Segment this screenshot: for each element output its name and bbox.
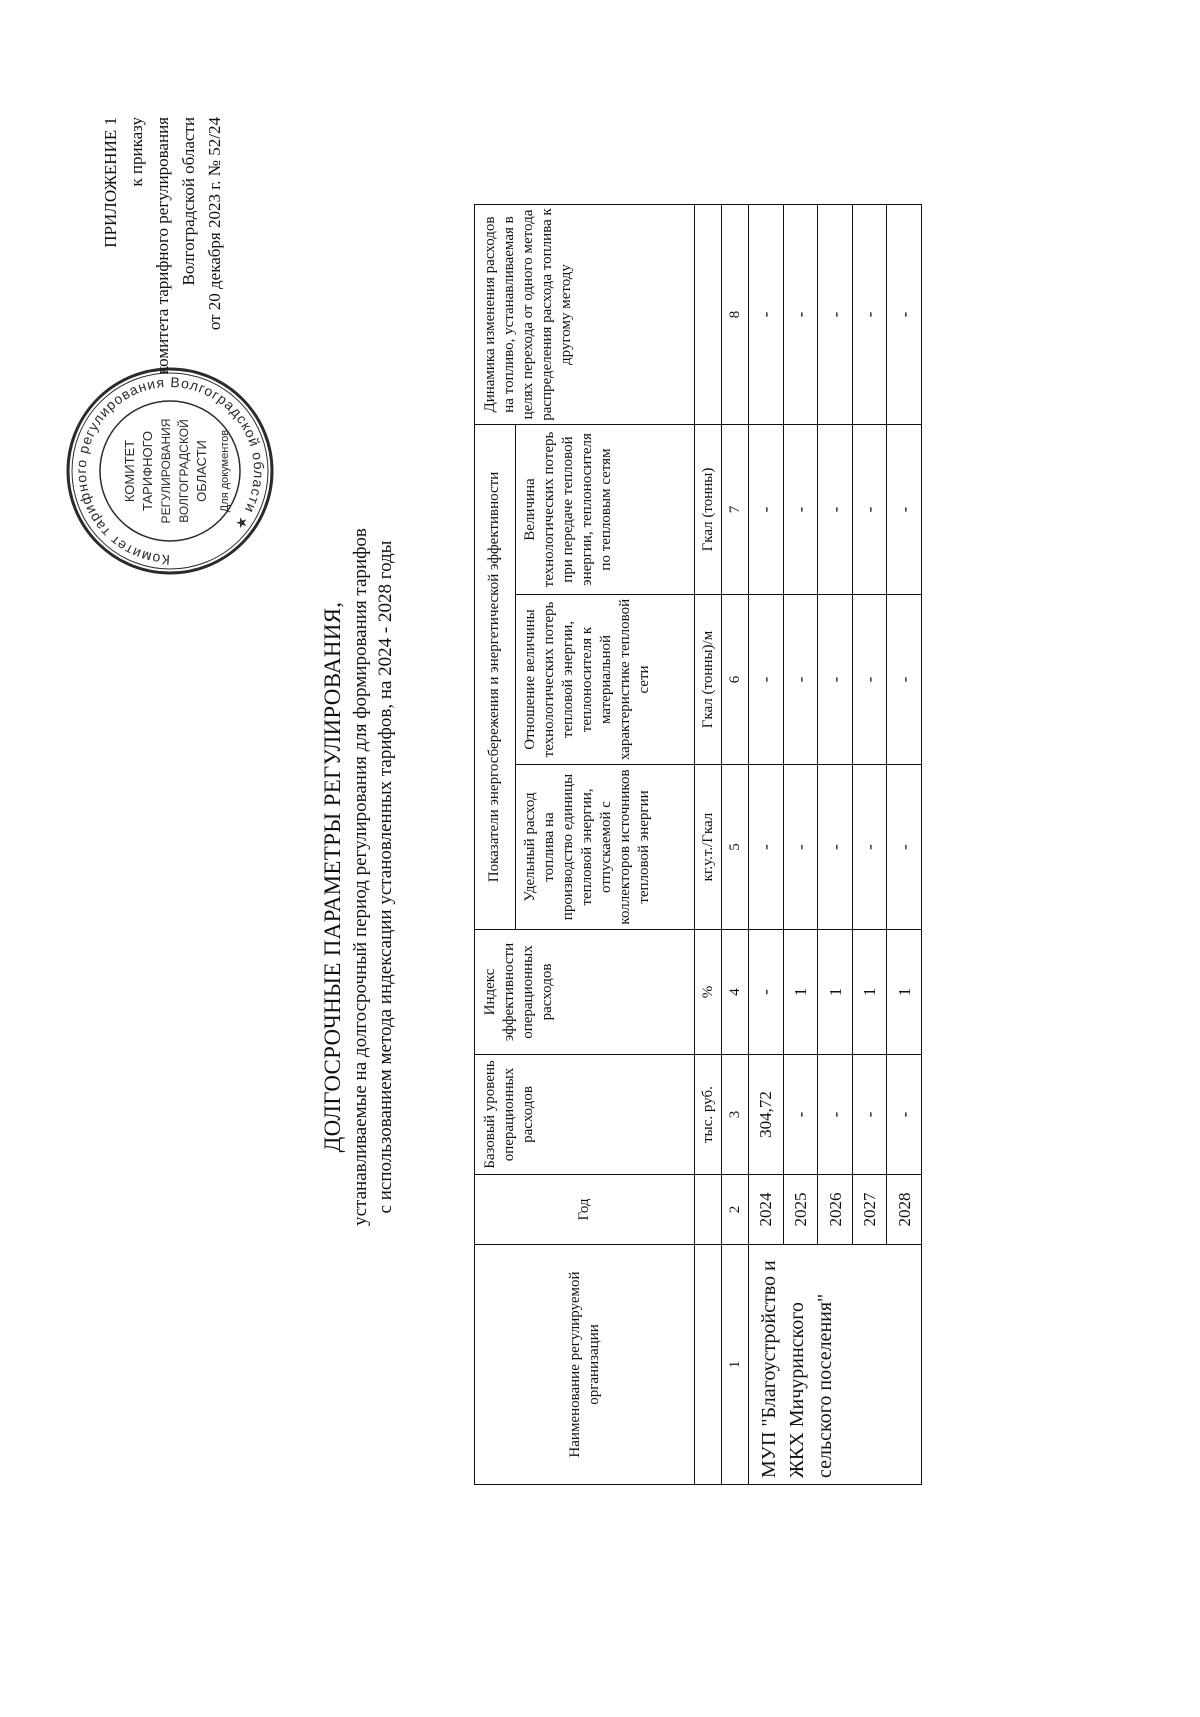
column-number: 4: [722, 930, 749, 1055]
year-cell: 2026: [818, 1175, 853, 1245]
seal-center-line: ТАРИФНОГО: [140, 431, 155, 511]
year-cell: 2028: [887, 1175, 922, 1245]
parameters-table: [474, 204, 922, 1485]
units-cell: Гкал (тонны)/м: [695, 595, 722, 765]
base-cost-cell: 304,72: [749, 1055, 784, 1175]
eff-index-cell: 1: [783, 930, 818, 1055]
appendix-line: к приказу: [127, 117, 146, 187]
organization-name: МУП "Благоустройство и ЖКХ Мичуринского сельского поселения": [749, 1245, 922, 1485]
eff-index-cell: -: [749, 930, 784, 1055]
loss-ratio-cell: -: [749, 595, 784, 765]
appendix-line: комитета тарифного регулирования: [153, 117, 172, 375]
units-cell: Гкал (тонны): [695, 425, 722, 595]
dynamics-cell: -: [783, 205, 818, 425]
header-org: Наименование регулируемой организации: [475, 1245, 695, 1485]
year-cell: 2024: [749, 1175, 784, 1245]
fuel-rate-cell: -: [783, 765, 818, 930]
document-title: [318, 177, 398, 1577]
appendix-label: ПРИЛОЖЕНИЕ 1: [101, 117, 120, 248]
title-subline: устанавливаемые на долгосрочный период регулирования для формирования тарифов: [350, 528, 371, 1226]
seal-center-line: ВОЛГОГРАДСКОЙ: [177, 419, 191, 523]
header-eff-index: Индекс эффективности операционных расходов: [475, 930, 695, 1055]
eff-index-cell: 1: [852, 930, 887, 1055]
header-loss-ratio: Отношение величины технологических потерь тепловой энергии, теплоносителя к материальной характеристике тепловой сети: [515, 595, 694, 765]
column-numbers-row: [722, 205, 749, 1485]
eff-index-cell: 1: [818, 930, 853, 1055]
loss-ratio-cell: -: [852, 595, 887, 765]
dynamics-cell: -: [887, 205, 922, 425]
base-cost-cell: -: [783, 1055, 818, 1175]
year-cell: 2025: [783, 1175, 818, 1245]
eff-index-cell: 1: [887, 930, 922, 1055]
seal-ring-text: Комитет тарифного регулирования Волгоградской области ★: [72, 373, 268, 569]
fuel-rate-cell: -: [887, 765, 922, 930]
units-cell: тыс. руб.: [695, 1055, 722, 1175]
seal-center-line: ОБЛАСТИ: [194, 440, 209, 502]
column-number: 2: [722, 1175, 749, 1245]
header-base-cost: Базовый уровень операционных расходов: [475, 1055, 695, 1175]
appendix-line: Волгоградской области: [179, 117, 198, 286]
fuel-rate-cell: -: [818, 765, 853, 930]
loss-ratio-cell: -: [783, 595, 818, 765]
header-year: Год: [475, 1175, 695, 1245]
loss-ratio-cell: -: [887, 595, 922, 765]
column-number: 8: [722, 205, 749, 425]
appendix-date-number: от 20 декабря 2023 г. № 52/24: [205, 117, 224, 331]
header-loss-value: Величина технологических потерь при передаче тепловой энергии, теплоносителя по тепловым сетям: [515, 425, 694, 595]
loss-value-cell: -: [852, 425, 887, 595]
seal-footer-text: Для документов: [219, 429, 231, 513]
year-cell: 2027: [852, 1175, 887, 1245]
fuel-rate-cell: -: [749, 765, 784, 930]
column-number: 5: [722, 765, 749, 930]
loss-value-cell: -: [783, 425, 818, 595]
seal-center-line: РЕГУЛИРОВАНИЯ: [159, 418, 173, 524]
units-cell: [695, 1245, 722, 1485]
units-cell: [695, 1175, 722, 1245]
base-cost-cell: -: [818, 1055, 853, 1175]
column-number: 1: [722, 1245, 749, 1485]
table-row: [749, 205, 784, 1485]
column-number: 3: [722, 1055, 749, 1175]
loss-value-cell: -: [887, 425, 922, 595]
dynamics-cell: -: [749, 205, 784, 425]
header-energy-group: Показатели энергосбережения и энергетической эффективности: [475, 425, 516, 930]
loss-ratio-cell: -: [818, 595, 853, 765]
units-cell: кг.у.т./Гкал: [695, 765, 722, 930]
loss-value-cell: -: [818, 425, 853, 595]
title-heading: ДОЛГОСРОЧНЫЕ ПАРАМЕТРЫ РЕГУЛИРОВАНИЯ,: [320, 601, 345, 1153]
base-cost-cell: -: [852, 1055, 887, 1175]
loss-value-cell: -: [749, 425, 784, 595]
fuel-rate-cell: -: [852, 765, 887, 930]
dynamics-cell: -: [818, 205, 853, 425]
appendix-block: [98, 117, 228, 537]
dynamics-cell: -: [852, 205, 887, 425]
header-dynamics: Динамика изменения расходов на топливо, устанавливаемая в целях перехода от одного метода распределения расхода топлива к другому методу: [475, 205, 695, 425]
units-row: [695, 205, 722, 1485]
seal-center-line: КОМИТЕТ: [122, 439, 137, 503]
header-row: [475, 205, 516, 1485]
column-number: 6: [722, 595, 749, 765]
title-subline: с использованием метода индексации установленных тарифов, на 2024 - 2028 годы: [375, 540, 396, 1214]
column-number: 7: [722, 425, 749, 595]
header-fuel-rate: Удельный расход топлива на производство единицы тепловой энергии, отпускаемой с коллекторов источников тепловой энергии: [515, 765, 694, 930]
units-cell: %: [695, 930, 722, 1055]
units-cell: [695, 205, 722, 425]
base-cost-cell: -: [887, 1055, 922, 1175]
